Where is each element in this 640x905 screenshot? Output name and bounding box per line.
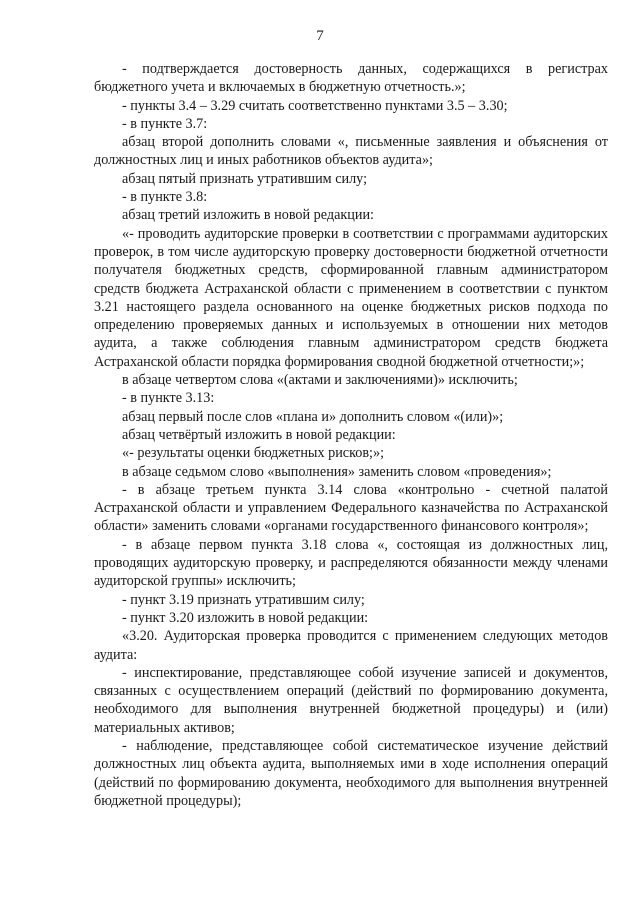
paragraph: - наблюдение, представляющее собой систематическое изучение действий должностных лиц объекта аудита, выполняемых ими в ходе исполнения операций (действий по формированию документа, необходимого для выполнения внутренней бюджетной процедуры);: [94, 737, 608, 809]
paragraph: абзац третий изложить в новой редакции:: [122, 207, 374, 224]
paragraph: - подтверждается достоверность данных, содержащихся в регистрах бюджетного учета и включаемых в бюджетную отчетность.»;: [94, 61, 608, 96]
paragraph: абзац четвёртый изложить в новой редакции:: [122, 426, 396, 443]
paragraph: «- результаты оценки бюджетных рисков;»;: [122, 445, 385, 462]
paragraph: - пункт 3.20 изложить в новой редакции:: [122, 609, 369, 626]
paragraph: - в пункте 3.13:: [122, 390, 215, 407]
document-body: [94, 60, 608, 810]
paragraph: «3.20. Аудиторская проверка проводится с применением следующих методов аудита:: [94, 628, 608, 663]
paragraph: - инспектирование, представляющее собой изучение записей и документов, связанных с осуществлением операций (действий по формированию документа, необходимого для выполнения внутренней бюджетной процедуры) и (или) материальных активов;: [94, 664, 608, 736]
paragraph: абзац первый после слов «плана и» дополнить словом «(или)»;: [122, 408, 504, 425]
paragraph: - в абзаце третьем пункта 3.14 слова «контрольно - счетной палатой Астраханской области и управлением Федерального казначейства по Астраханской области» заменить словами «органами государственного финансового контроля»;: [94, 481, 608, 535]
paragraph: «- проводить аудиторские проверки в соответствии с программами аудиторских проверок, в том числе аудиторскую проверку достоверности бюджетной отчетности получателя бюджетных средств, сформированной главным администратором средств бюджета Астраханской области с применением в соответствии с пунктом 3.21 настоящего раздела основанного на оценке бюджетных рисков подхода по определению проверяемых данных и используемых в отношении них методов аудита, а также соблюдения главным администратором средств бюджета Астраханской области порядка формирования сводной бюджетной отчетности;»;: [94, 225, 608, 370]
paragraph: - пункт 3.19 признать утратившим силу;: [122, 591, 365, 608]
paragraph: абзац второй дополнить словами «, письменные заявления и объяснения от должностных лиц и иных работников объектов аудита»;: [94, 134, 608, 169]
paragraph: в абзаце четвертом слова «(актами и заключениями)» исключить;: [122, 372, 518, 389]
paragraph: в абзаце седьмом слово «выполнения» заменить словом «проведения»;: [122, 463, 552, 480]
paragraph: - в пункте 3.7:: [122, 115, 208, 132]
paragraph: - пункты 3.4 – 3.29 считать соответственно пунктами 3.5 – 3.30;: [122, 97, 508, 114]
page-number: 7: [316, 28, 324, 44]
paragraph: - в абзаце первом пункта 3.18 слова «, состоящая из должностных лиц, проводящих аудиторскую проверку, и распределяются обязанности между членами аудиторской группы» исключить;: [94, 536, 608, 590]
paragraph: - в пункте 3.8:: [122, 189, 208, 206]
paragraph: абзац пятый признать утратившим силу;: [122, 170, 368, 187]
